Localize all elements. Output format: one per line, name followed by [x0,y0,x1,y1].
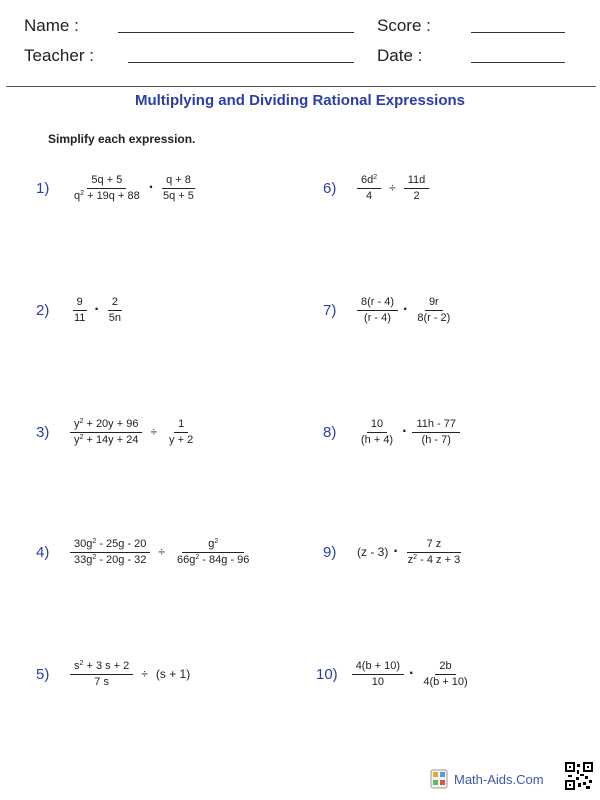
brand-text: Math-Aids.Com [454,771,544,787]
teacher-label: Teacher : [24,46,94,65]
fraction: $\frac{9r}{8(r - 2)}$ [417,295,451,324]
numerator: $s^2 + 3$ s + 2 [70,659,133,675]
denominator: $66g^2 - 84g - 96$ [177,553,250,566]
fraction [70,659,133,690]
name-label: Name : [24,16,79,35]
problem-1 [36,158,198,218]
denominator: 7 s [94,675,109,688]
problem-4 [36,522,253,582]
problem-number: 7) [323,301,337,319]
header-divider [6,86,596,87]
term: (s + 1) [155,667,191,681]
multiply-operator: · [148,179,155,196]
qr-code-icon [565,762,593,790]
fraction: $\frac{9}{11}$ [74,295,86,324]
term: (z - 3) [357,545,389,559]
fraction: $\frac{2}{5n}$ [108,295,121,324]
name-field[interactable] [118,32,354,33]
multiply-operator: · [393,543,399,560]
numerator: $30g^2 - 25g - 20$ [70,537,150,553]
fraction: $\frac{5q + 5}{q^2 + 19q + 88}$ [70,173,144,204]
worksheet-title: Multiplying and Dividing Rational Expressions [134,92,466,109]
fraction: $\frac{11h - 77}{(h - 7)}$ [412,417,460,448]
problem-number: 2) [36,301,50,319]
problem-5 [36,644,190,704]
multiply-operator: · [94,301,100,318]
score-label: Score : [377,16,431,35]
problem-number: 10) [316,665,338,683]
calculator-icon [430,769,448,789]
denominator: $33g^2 - 20g - 32$ [74,553,147,566]
problem-10 [316,644,472,704]
multiply-operator: · [409,665,415,682]
fraction: $\frac{4(b + 10)}{10}$ [352,659,404,690]
teacher-field[interactable] [128,62,354,63]
problem-8 [323,402,460,462]
problem-number: 1) [36,179,50,197]
problem-7 [323,280,454,340]
fraction: $\frac{q + 8}{5q + 5}$ [163,173,194,202]
fraction: $\frac{10}{(h + 4)}$ [361,417,394,446]
denominator: $z^2 - 4$ z + 3 [407,553,461,566]
numerator: $g^2$ [182,537,244,553]
multiply-operator: · [402,423,408,440]
fraction: $\frac{2b}{4(b + 10)}$ [423,659,468,688]
fraction [173,537,253,568]
divide-operator: ÷ [389,181,396,195]
fraction: $\frac{6d^2}{4}$ [357,173,381,204]
problem-9 [323,522,464,582]
date-field[interactable] [471,62,565,63]
fraction: $\frac{7 z}{z^2 - 4 z + 3}$ [404,537,465,568]
problem-number: 4) [36,543,50,561]
problem-number: 6) [323,179,337,197]
problem-number: 8) [323,423,337,441]
numerator: $y^2 + 20y + 96$ [70,417,142,433]
score-field[interactable] [471,32,565,33]
instructions: Simplify each expression. [48,132,196,146]
date-label: Date : [377,46,423,65]
fraction: $\frac{11d}{2}$ [404,173,430,204]
fraction: $\frac{1}{y + 2}$ [169,417,194,446]
numerator: $6d^2$ [357,173,381,189]
problem-number: 9) [323,543,337,561]
divide-operator: ÷ [158,545,165,559]
multiply-operator: · [403,301,409,318]
problem-6 [323,158,429,218]
fraction [70,417,142,448]
math-aids-logo[interactable] [430,769,544,789]
fraction: $\frac{8(r - 4)}{(r - 4)}$ [357,295,398,326]
fraction [70,537,150,568]
problem-number: 3) [36,423,50,441]
denominator: $q^2 + 19q + 88$ [74,189,140,202]
divide-operator: ÷ [141,667,148,681]
divide-operator: ÷ [150,425,158,439]
problem-3 [36,402,197,462]
denominator: $y^2 + 14y + 24$ [74,433,139,446]
problem-number: 5) [36,665,50,683]
problem-2 [36,280,125,340]
